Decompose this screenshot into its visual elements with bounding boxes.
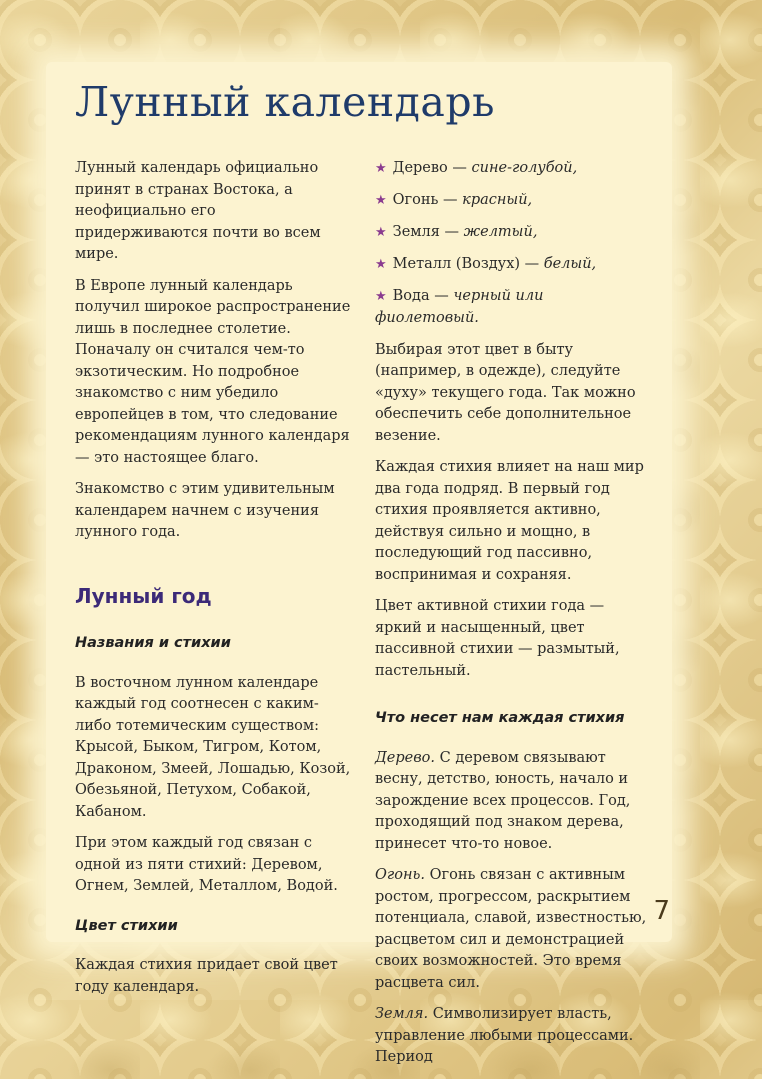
list-item-element: Земля xyxy=(392,224,440,240)
list-item xyxy=(375,158,651,180)
list-item-color: желтый, xyxy=(463,224,538,240)
list-item xyxy=(375,222,651,244)
description-wood xyxy=(375,748,651,856)
star-icon: ★ xyxy=(375,193,387,208)
description-name: Дерево. xyxy=(375,749,436,766)
list-item-dash: — xyxy=(452,160,467,176)
page-title: Лунный календарь xyxy=(75,78,495,126)
star-icon: ★ xyxy=(375,161,387,176)
list-item-color: сине-голубой, xyxy=(471,160,578,176)
intro-paragraph-1: Лунный календарь официально принят в странах Востока, а неофициально его придерживаются почти во всем мире. xyxy=(75,160,321,262)
list-item xyxy=(375,254,651,276)
description-name: Земля. xyxy=(375,1006,429,1022)
star-icon: ★ xyxy=(375,289,387,304)
list-item-color: белый, xyxy=(543,256,597,272)
list-item-color: красный, xyxy=(462,192,533,208)
list-item-color: черный или фиолетовый. xyxy=(375,288,544,326)
names-paragraph-1: В восточном лунном календаре каждый год соотнесен с каким-либо тотемическим существом: Крысой, Быком, Тигром, Котом, Драконом, Змеей, Лошадью, Козой, Обезьяной, Петухом, Собакой, Кабаном. xyxy=(75,674,351,820)
list-item-dash: — xyxy=(524,256,540,272)
left-column xyxy=(75,158,351,1008)
list-item-element: Вода xyxy=(392,288,430,304)
list-item-dash: — xyxy=(434,288,449,304)
active-passive-color-paragraph: Цвет активной стихии года — яркий и насыщенный, цвет пассивной стихии — размытый, пастельный. xyxy=(375,598,620,679)
list-item-dash: — xyxy=(443,192,458,208)
description-text: Символизирует власть, управление любыми процессами. Период xyxy=(375,1006,634,1065)
color-paragraph: Каждая стихия придает свой цвет году календаря. xyxy=(75,957,338,995)
intro-paragraph-2: В Европе лунный календарь получил широкое распространение лишь в последнее столетие. Поначалу он считался чем-то экзотическим. Но подробное знакомство с ним убедило европейцев в том, что следование рекомендациям лунного календаря — это настоящее благо. xyxy=(75,277,351,466)
section-heading-lunar-year: Лунный год xyxy=(75,583,212,608)
list-item-dash: — xyxy=(444,224,460,240)
element-influence-paragraph: Каждая стихия влияет на наш мир два года подряд. В первый год стихия проявляется активно, действуя сильно и мощно, в последующий год пассивно, воспринимая и сохраняя. xyxy=(375,459,644,583)
star-icon: ★ xyxy=(375,225,387,240)
subheading-element-color: Цвет стихии xyxy=(75,917,178,934)
star-icon: ★ xyxy=(375,257,387,272)
color-usage-paragraph: Выбирая этот цвет в быту (например, в одежде), следуйте «духу» текущего года. Так можно обеспечить себе дополнительное везение. xyxy=(375,341,636,444)
list-item-element: Металл (Воздух) xyxy=(392,256,521,272)
list-item xyxy=(375,286,651,329)
list-item xyxy=(375,190,651,212)
description-text: С деревом связывают весну, детство, юность, начало и зарождение всех процессов. Год, проходящий под знаком дерева, принесет что-то новое. xyxy=(375,749,631,852)
description-name: Огонь. xyxy=(375,867,425,883)
right-column xyxy=(375,158,651,1079)
description-earth xyxy=(375,1004,651,1069)
names-paragraph-2: При этом каждый год связан с одной из пяти стихий: Деревом, Огнем, Землей, Металлом, Водой. xyxy=(75,835,338,894)
subheading-what-each-brings: Что несет нам каждая стихия xyxy=(375,710,625,726)
page-number: 7 xyxy=(653,896,670,926)
element-color-list xyxy=(375,158,651,329)
description-text: Огонь связан с активным ростом, прогрессом, раскрытием потенциала, славой, известностью, расцветом сил и демонстрацией своих возможностей. Это время расцвета сил. xyxy=(375,867,647,991)
intro-paragraph-3: Знакомство с этим удивительным календарем начнем с изучения лунного года. xyxy=(75,481,335,540)
subheading-names-elements: Названия и стихии xyxy=(75,635,231,651)
list-item-element: Дерево xyxy=(392,160,448,176)
description-fire xyxy=(375,865,651,994)
list-item-element: Огонь xyxy=(392,192,439,208)
